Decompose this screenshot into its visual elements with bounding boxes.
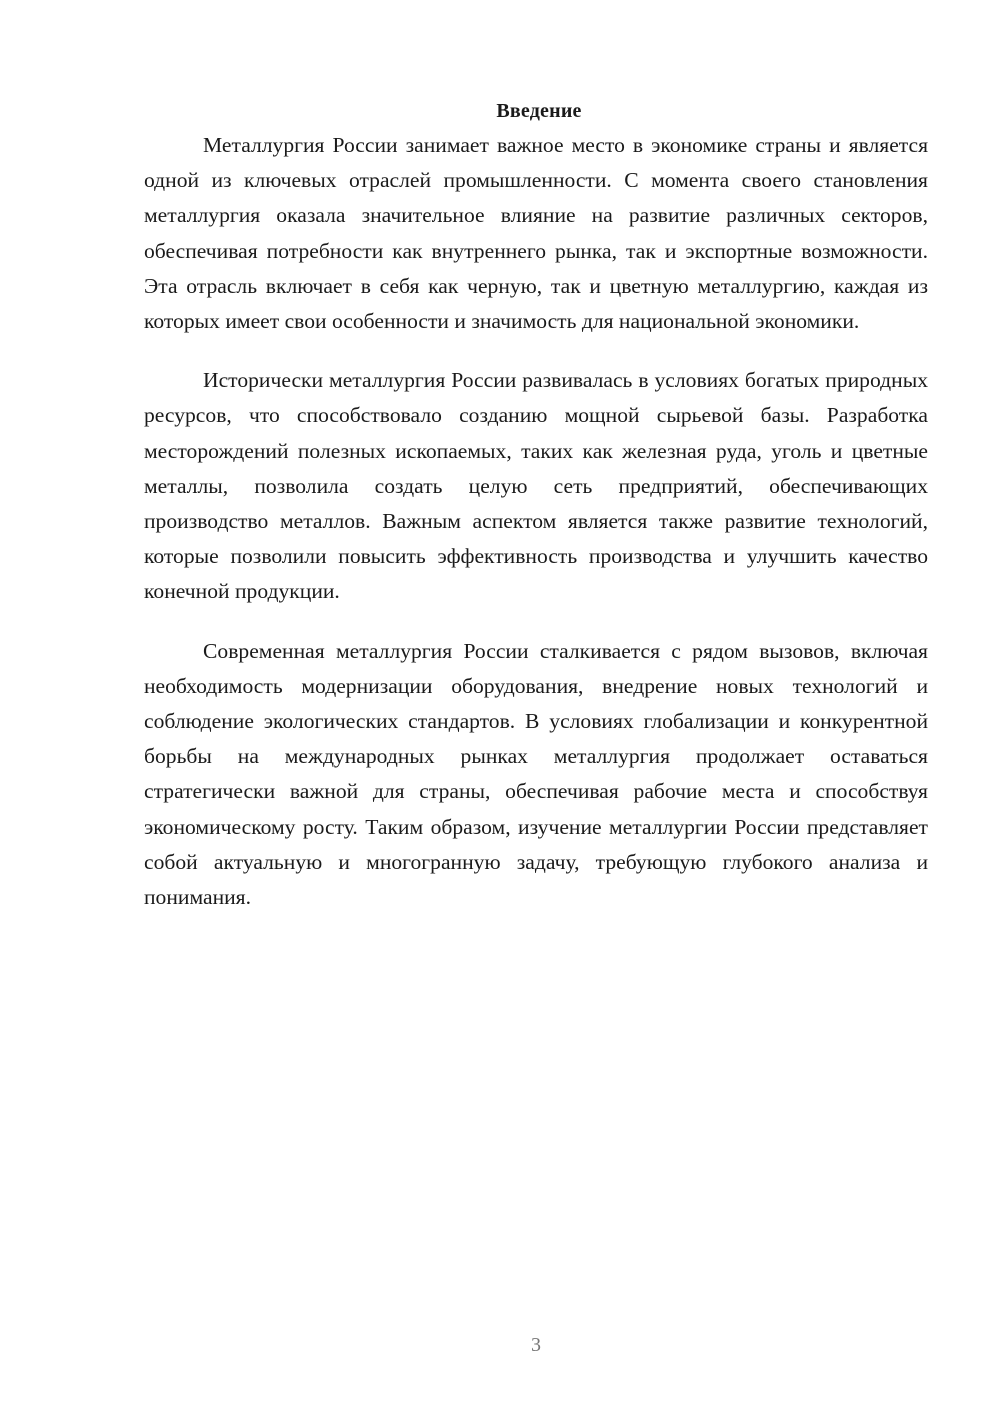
page-content bbox=[144, 96, 928, 939]
section-title: Введение bbox=[496, 100, 582, 122]
paragraph-2: Исторически металлургия России развивалась в условиях богатых природных ресурсов, что способствовало созданию мощной сырьевой базы. Разработка месторождений полезных ископаемых, таких как железная руда, уголь и цветные металлы, позволила создать целую сеть предприятий, обеспечивающих производство металлов. Важным аспектом является также развитие технологий, которые позволили повысить эффективность производства и улучшить качество конечной продукции. bbox=[144, 368, 928, 604]
page-number: 3 bbox=[531, 1334, 541, 1356]
paragraph-1: Металлургия России занимает важное место в экономике страны и является одной из ключевых отраслей промышленности. С момента своего становления металлургия оказала значительное влияние на развитие различных секторов, обеспечивая потребности как внутреннего рынка, так и экспортные возможности. Эта отрасль включает в себя как черную, так и цветную металлургию, каждая из которых имеет свои особенности и значимость для национальной экономики. bbox=[144, 133, 928, 334]
paragraph-3: Современная металлургия России сталкивается с рядом вызовов, включая необходимость модернизации оборудования, внедрение новых технологий и соблюдение экологических стандартов. В условиях глобализации и конкурентной борьбы на международных рынках металлургия продолжает оставаться стратегически важной для страны, обеспечивая рабочие места и способствуя экономическому росту. Таким образом, изучение металлургии России представляет собой актуальную и многогранную задачу, требующую глубокого анализа и понимания. bbox=[144, 638, 928, 910]
